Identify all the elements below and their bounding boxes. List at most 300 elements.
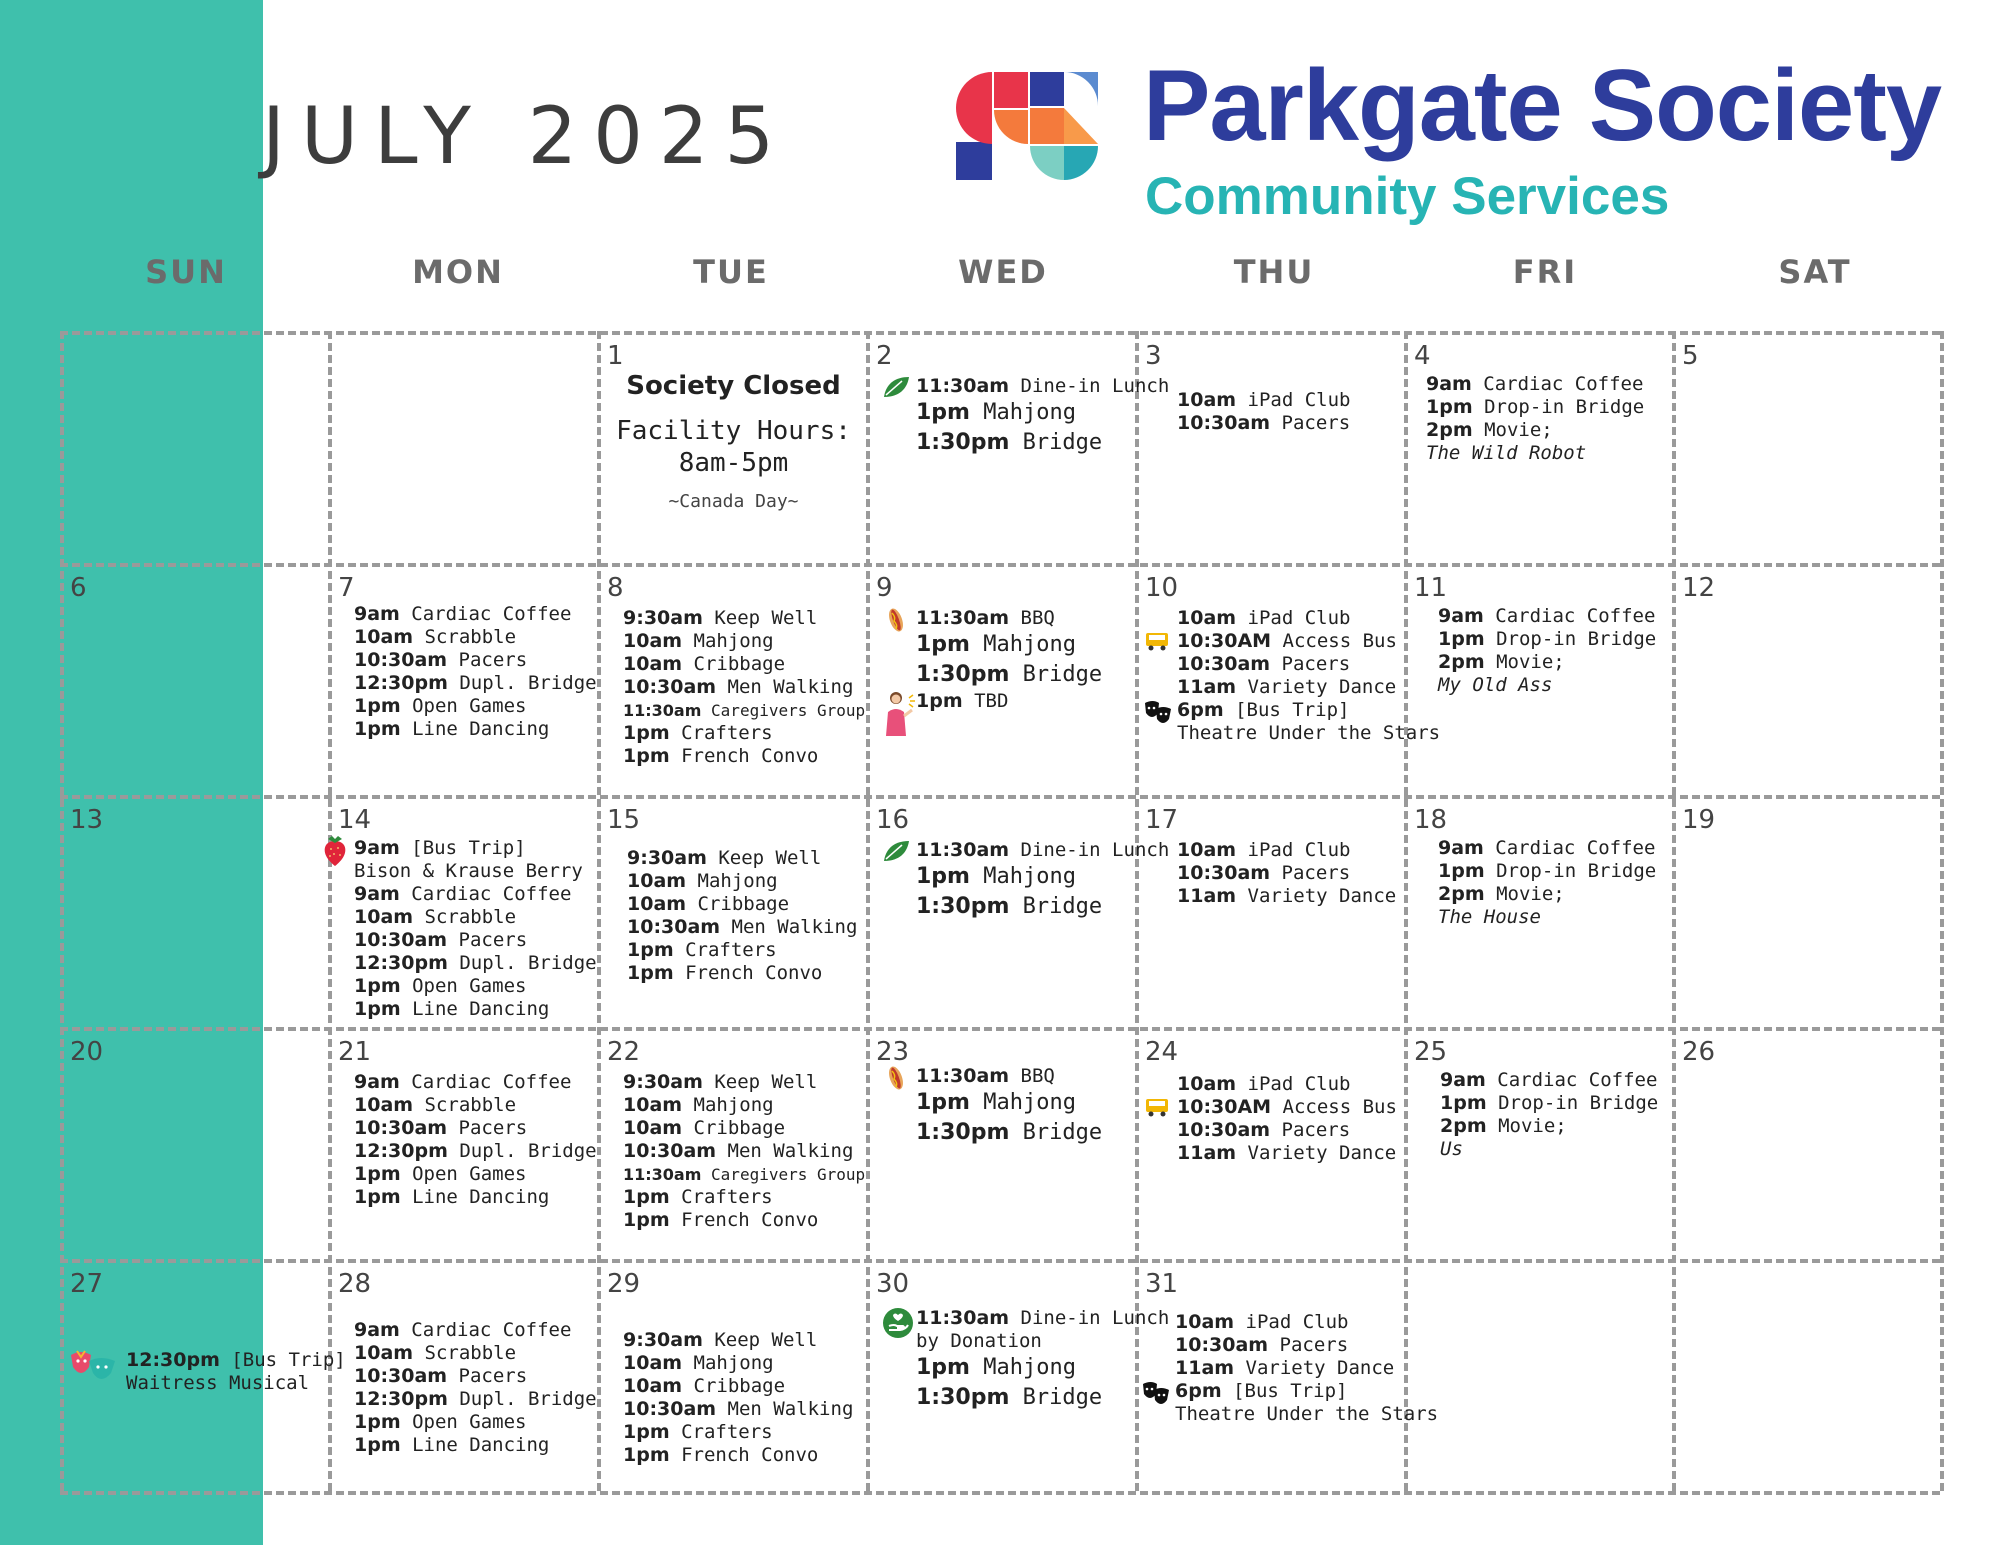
event-item [354,1388,597,1411]
event-item [916,1088,1102,1118]
event-item [354,718,597,741]
event-title: French Convo [669,1209,819,1231]
event-title: Men Walking [716,676,854,698]
event-title: Open Games [400,695,527,717]
event-title: Mahjong [686,870,778,892]
closed-notice [603,371,864,512]
event-title: Dupl. Bridge [447,1140,597,1162]
event-time: 11:30am [623,1165,702,1184]
facility-hours-label: Facility Hours: [616,416,851,446]
day-number: 20 [70,1037,104,1067]
event-time: 10am [623,1094,683,1116]
event-item [1177,389,1350,412]
day-cell-1 [603,337,864,561]
day-cell-2 [872,337,1170,561]
event-title: Open Games [400,1163,527,1185]
event-time: 10am [354,1094,414,1116]
event-item [1440,1069,1658,1092]
weekday-wed: WED [958,253,1048,291]
event-title: Drop-in Bridge [1484,628,1657,650]
event-time: 10am [1177,607,1237,629]
event-time: 10:30AM [1177,630,1272,652]
day-number: 3 [1145,341,1162,371]
event-title: Mahjong [969,1355,1076,1380]
event-title: Cardiac Coffee [1485,1069,1658,1091]
event-time: 11am [1177,676,1237,698]
event-item [1175,1334,1438,1357]
event-title: Keep Well [702,1071,818,1093]
event-title: Cardiac Coffee [1471,373,1644,395]
event-time: 10am [1177,839,1237,861]
event-item [623,1163,865,1186]
day-number: 27 [70,1269,104,1299]
day-cell-19 [1678,801,1938,1025]
event-time: 9am [1438,605,1484,627]
event-item [354,906,597,929]
event-item [623,1329,853,1352]
event-item [916,862,1169,892]
event-title: Drop-in Bridge [1486,1092,1659,1114]
event-item [1177,1142,1397,1165]
event-item [1175,1311,1438,1334]
day-number: 21 [338,1037,372,1067]
event-title: Pacers [447,1117,528,1139]
event-item [1438,860,1656,883]
bus-icon [1143,1096,1171,1122]
day-cell-24 [1141,1033,1402,1257]
day-number: 10 [1145,573,1179,603]
event-title: Variety Dance [1236,676,1397,698]
event-item [1438,883,1656,906]
event-title: BBQ [1009,607,1055,629]
event-title: [Bus Trip] [1223,699,1350,721]
event-title: Pacers [1270,412,1351,434]
event-item [354,626,597,649]
day-number: 29 [607,1269,641,1299]
event-list [916,839,1169,922]
day-number: 11 [1414,573,1448,603]
event-item [623,1094,865,1117]
event-list [916,607,1102,713]
holiday-note: ~Canada Day~ [668,491,799,512]
event-time: 11:30am [916,607,1010,629]
event-title: Pacers [447,649,528,671]
event-time: 1pm [623,1186,670,1208]
event-note: Theatre Under the Stars [1175,1403,1439,1425]
event-title: Scrabble [413,1094,517,1116]
event-title: Bridge [1009,1385,1103,1410]
event-time: 10:30AM [1177,1096,1272,1118]
event-time: 2pm [1438,883,1485,905]
day-number: 2 [876,341,893,371]
day-cell-25 [1410,1033,1670,1257]
event-item [627,962,857,985]
day-number: 19 [1682,805,1716,835]
event-title: Cribbage [682,1375,786,1397]
day-cell-13 [66,801,326,1025]
event-time: 1pm [916,1090,970,1115]
event-time: 10:30am [1177,653,1271,675]
event-item [623,607,865,630]
month-title: JULY 2025 [262,92,791,182]
event-item [916,428,1169,458]
day-number: 5 [1682,341,1699,371]
event-item [627,939,857,962]
event-time: 10am [627,870,687,892]
event-item [1177,1073,1397,1096]
closed-title: Society Closed [626,371,841,401]
event-time: 9:30am [627,847,707,869]
event-time: 11:30am [916,839,1010,861]
event-time: 10:30am [1175,1334,1269,1356]
event-time: 11:30am [916,375,1010,397]
event-title: Variety Dance [1234,1357,1395,1379]
day-cell-18 [1410,801,1670,1025]
event-title: Keep Well [702,607,818,629]
event-time: 10am [627,893,687,915]
event-item [354,1071,597,1094]
event-time: 11:30am [623,701,702,720]
event-item [1426,419,1644,442]
org-name: Parkgate Society [1143,50,1942,162]
event-title: Pacers [1270,862,1351,884]
event-time: 1pm [916,400,970,425]
event-item [916,1065,1102,1088]
event-time: 11am [1177,1142,1237,1164]
day-number: 14 [338,805,372,835]
event-time: 2pm [1438,651,1485,673]
day-cell-15 [603,801,864,1025]
event-item [354,672,597,695]
theatre-masks-color-icon [68,1349,120,1375]
event-item [1177,839,1396,862]
day-cell-23 [872,1033,1133,1257]
event-title: Cardiac Coffee [399,1071,572,1093]
event-title: Line Dancing [400,1434,550,1456]
event-item [1426,373,1644,396]
event-time: 11am [1177,885,1237,907]
weekday-mon: MON [412,253,504,291]
day-number: 31 [1145,1269,1179,1299]
event-title: Men Walking [716,1398,854,1420]
event-title: Pacers [1268,1334,1349,1356]
event-time: 1pm [627,939,674,961]
event-title: Dine-in Lunch [1009,1307,1170,1329]
weekday-thu: THU [1233,253,1315,291]
day-cell-6 [66,569,326,793]
event-title: Access Bus [1271,1096,1397,1118]
event-item [623,630,865,653]
event-title: Pacers [447,929,528,951]
event-title: Men Walking [716,1140,854,1162]
day-cell-28 [334,1265,595,1489]
event-time: 10:30am [354,1365,448,1387]
event-item [623,1398,853,1421]
event-title: Drop-in Bridge [1472,396,1645,418]
event-title: Cribbage [682,1117,786,1139]
event-time: 1pm [354,1163,401,1185]
day-number: 4 [1414,341,1431,371]
event-list [354,1071,597,1209]
event-time: 10:30am [623,1398,717,1420]
event-item [623,722,865,745]
event-time: 1pm [354,718,401,740]
event-title: BBQ [1009,1065,1055,1087]
event-time: 10:30am [354,649,448,671]
movie-title: The Wild Robot [1426,442,1587,464]
event-time: 1:30pm [916,1120,1010,1145]
event-time: 10am [623,1375,683,1397]
event-title: Caregivers Group [701,701,866,720]
event-title: Scrabble [413,906,517,928]
event-time: 9am [1426,373,1472,395]
event-item [1440,1115,1658,1138]
event-time: 10:30am [1177,1119,1271,1141]
event-item [623,745,865,768]
event-item [1438,628,1656,651]
event-item [627,916,857,939]
event-list [916,1065,1102,1148]
event-title: Movie; [1486,1115,1567,1137]
event-list [627,847,857,985]
day-number: 15 [607,805,641,835]
leaf-icon [882,839,910,865]
event-item [623,1421,853,1444]
event-title: Cardiac Coffee [399,883,572,905]
day-number: 17 [1145,805,1179,835]
day-number: 1 [607,341,624,371]
event-item [623,676,865,699]
weekday-sun: SUN [145,253,227,291]
event-time: 1:30pm [916,430,1010,455]
event-time: 12:30pm [354,952,448,974]
event-item [354,1117,597,1140]
event-title: Mahjong [969,632,1076,657]
event-item [916,892,1169,922]
event-time: 9am [354,1319,400,1341]
event-title: Mahjong [969,400,1076,425]
event-time: 10am [623,630,683,652]
event-time: 10:30am [354,929,448,951]
event-title: Pacers [1270,1119,1351,1141]
calendar-grid [60,331,1940,1491]
event-item [1438,651,1656,674]
day-cell-21 [334,1033,595,1257]
event-item [354,1140,597,1163]
event-item [1177,1119,1397,1142]
event-time: 2pm [1440,1115,1487,1137]
event-title: Bridge [1009,662,1103,687]
day-cell-8 [603,569,864,793]
event-title: Scrabble [413,626,517,648]
event-note: Bison & Krause Berry [354,860,583,882]
event-title: Bridge [1009,1120,1103,1145]
event-title: Men Walking [720,916,858,938]
event-time: 1pm [354,1411,401,1433]
event-time: 1pm [1438,628,1485,650]
event-time: 1pm [623,1421,670,1443]
event-list [916,375,1169,458]
event-time: 9:30am [623,1329,703,1351]
event-title: Bridge [1009,430,1103,455]
event-title: Cardiac Coffee [1483,605,1656,627]
event-item [916,660,1102,690]
event-list [623,1329,853,1467]
event-list [916,1307,1169,1413]
event-time: 11am [1175,1357,1235,1379]
event-time: 12:30pm [354,1140,448,1162]
day-cell-3 [1141,337,1402,561]
event-title: Mahjong [682,630,774,652]
event-item [1426,396,1644,419]
event-time: 9:30am [623,1071,703,1093]
event-item [916,1307,1169,1330]
event-title: [Bus Trip] [219,1349,346,1371]
event-time: 9am [354,603,400,625]
event-title: Pacers [447,1365,528,1387]
event-time: 1pm [1426,396,1473,418]
event-item [354,837,597,860]
event-item [354,952,597,975]
event-item [354,1365,597,1388]
event-title: Access Bus [1271,630,1397,652]
event-item [916,1118,1102,1148]
event-item [1177,607,1440,630]
event-item [916,630,1102,660]
event-time: 1pm [354,998,401,1020]
event-title: Dupl. Bridge [447,1388,597,1410]
event-list [1175,1311,1438,1426]
event-item [916,607,1102,630]
day-number: 7 [338,573,355,603]
day-cell-22 [603,1033,864,1257]
event-time: 11:30am [916,1065,1010,1087]
event-time: 10:30am [1177,862,1271,884]
event-title: Cardiac Coffee [399,603,572,625]
event-title: Variety Dance [1236,1142,1397,1164]
event-time: 12:30pm [354,1388,448,1410]
event-item [1177,885,1396,908]
event-title: Pacers [1270,653,1351,675]
strawberry-icon [320,833,348,859]
day-number: 12 [1682,573,1716,603]
day-number: 9 [876,573,893,603]
event-title: Bridge [1009,894,1103,919]
event-title: Movie; [1484,883,1565,905]
event-time: 10am [623,1117,683,1139]
event-title: iPad Club [1236,389,1351,411]
event-time: 6pm [1175,1380,1222,1402]
event-item [1177,699,1440,722]
event-title: iPad Club [1236,607,1351,629]
event-item [916,1353,1169,1383]
event-time: 12:30pm [126,1349,220,1371]
event-title: Keep Well [702,1329,818,1351]
event-list [126,1349,346,1395]
event-item [354,883,597,906]
event-time: 9am [354,1071,400,1093]
event-list [1177,1073,1397,1165]
event-item [623,1140,865,1163]
event-item [354,929,597,952]
event-item [623,1352,853,1375]
donation-hand-icon [882,1307,910,1333]
event-time: 10:30am [623,1140,717,1162]
event-time: 10:30am [1177,412,1271,434]
event-title: Line Dancing [400,998,550,1020]
weekday-fri: FRI [1512,253,1578,291]
leaf-icon [882,375,910,401]
event-item [1438,605,1656,628]
movie-title: My Old Ass [1438,674,1553,696]
event-item [623,1375,853,1398]
event-title: Movie; [1472,419,1553,441]
event-item [354,1186,597,1209]
event-list [354,837,597,1021]
weekday-tue: TUE [693,253,769,291]
day-cell-20 [66,1033,326,1257]
bus-icon [1143,630,1171,656]
event-time: 6pm [1177,699,1224,721]
event-list [1438,605,1656,697]
event-item [1177,653,1440,676]
day-number: 13 [70,805,104,835]
event-item [627,870,857,893]
event-title: Dupl. Bridge [447,952,597,974]
day-number: 24 [1145,1037,1179,1067]
event-time: 9:30am [623,607,703,629]
event-item [623,653,865,676]
event-list [354,1319,597,1457]
event-time: 10:30am [623,676,717,698]
weekday-sat: SAT [1778,253,1852,291]
event-time: 1pm [623,1209,670,1231]
hotdog-icon [882,607,910,633]
event-time: 10am [1175,1311,1235,1333]
event-item [1177,1096,1397,1119]
event-time: 12:30pm [354,672,448,694]
event-time: 1pm [354,1434,401,1456]
event-time: 10:30am [354,1117,448,1139]
event-item [627,893,857,916]
facility-hours: 8am-5pm [678,448,789,478]
event-list [1438,837,1656,929]
day-cell-31 [1141,1265,1439,1489]
event-title: French Convo [673,962,823,984]
hotdog-icon [882,1065,910,1091]
event-title: Drop-in Bridge [1484,860,1657,882]
day-number: 18 [1414,805,1448,835]
event-title: [Bus Trip] [1221,1380,1348,1402]
event-list [1440,1069,1658,1161]
day-number: 23 [876,1037,910,1067]
event-note: by Donation [916,1330,1042,1352]
event-time: 10am [1177,389,1237,411]
event-item [354,1163,597,1186]
event-title: Mahjong [682,1094,774,1116]
event-item [1177,862,1396,885]
event-item [354,1342,597,1365]
event-title: Crafters [669,1421,773,1443]
event-title: Dine-in Lunch [1009,375,1170,397]
event-time: 1pm [1440,1092,1487,1114]
event-item [623,1071,865,1094]
event-time: 1pm [623,722,670,744]
event-title: Cribbage [682,653,786,675]
event-item [354,695,597,718]
event-time: 1pm [623,1444,670,1466]
event-title: Open Games [400,975,527,997]
